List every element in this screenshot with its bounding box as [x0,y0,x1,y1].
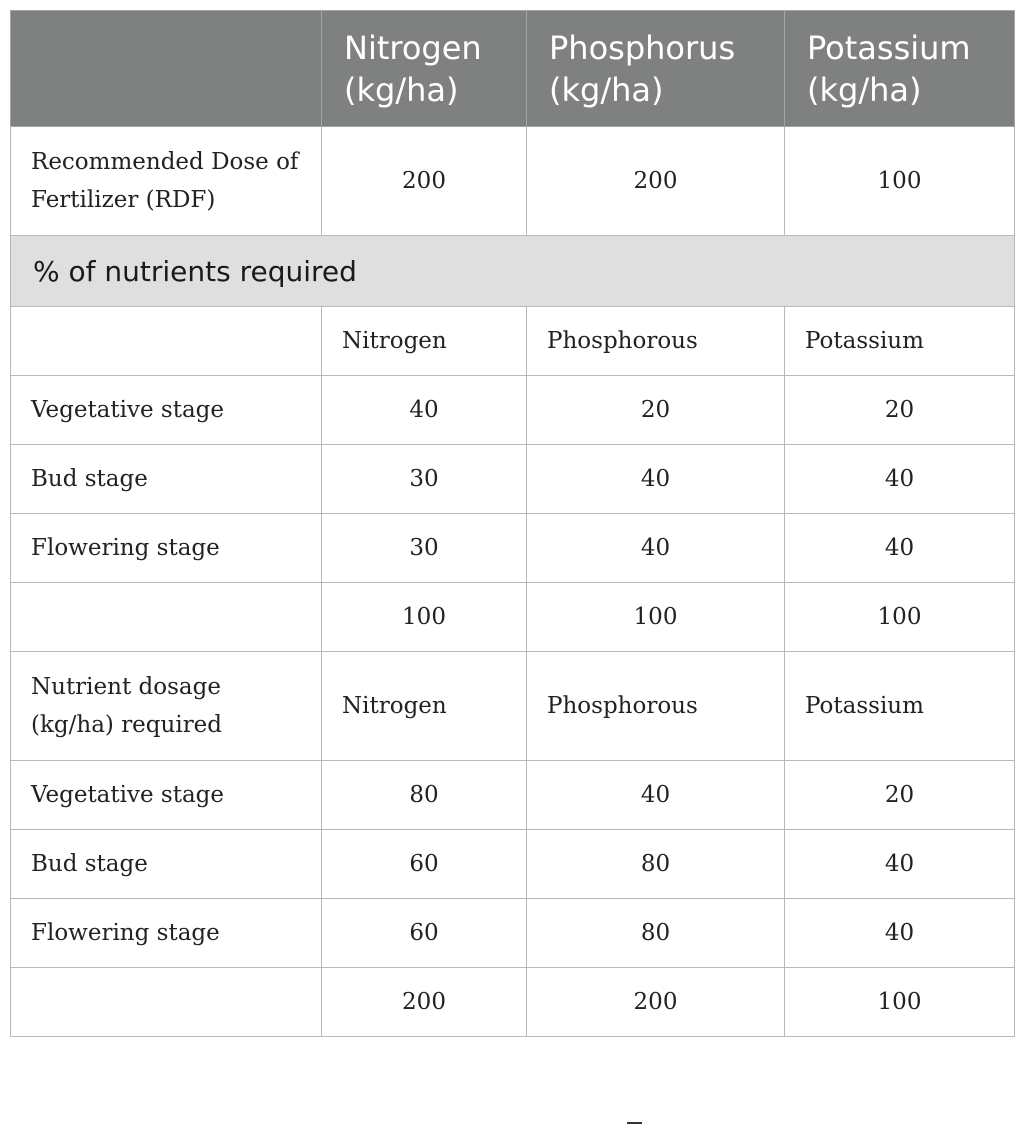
nutrient-table [10,10,1015,1037]
row-potassium: 40 [785,830,1015,899]
table-row [11,376,1015,445]
header-potassium: Potassium (kg/ha) [785,11,1015,127]
row-potassium: 40 [785,899,1015,968]
rdf-potassium: 100 [785,127,1015,236]
row-phosphorous: 200 [527,968,785,1037]
row-phosphorous: 40 [527,514,785,583]
total-row [11,968,1015,1037]
percent-subheader-potassium: Potassium [785,307,1015,376]
header-blank-cell [11,11,322,127]
table-row [11,445,1015,514]
row-potassium: 100 [785,968,1015,1037]
rdf-label: Recommended Dose of Fertilizer (RDF) [11,127,322,236]
row-label: Vegetative stage [11,761,322,830]
row-phosphorous: 40 [527,445,785,514]
row-label [11,583,322,652]
row-nitrogen: 80 [322,761,527,830]
row-potassium: 40 [785,514,1015,583]
row-nitrogen: 60 [322,899,527,968]
percent-subheader-nitrogen: Nitrogen [322,307,527,376]
row-phosphorous: 80 [527,830,785,899]
header-phosphorus: Phosphorus (kg/ha) [527,11,785,127]
dosage-subheader-label: Nutrient dosage (kg/ha) required [11,652,322,761]
dosage-subheader-row [11,652,1015,761]
row-label: Flowering stage [11,899,322,968]
row-label: Bud stage [11,830,322,899]
row-potassium: 40 [785,445,1015,514]
rdf-row [11,127,1015,236]
percent-subheader-label [11,307,322,376]
row-potassium: 20 [785,376,1015,445]
row-phosphorous: 40 [527,761,785,830]
dosage-subheader-phosphorous: Phosphorous [527,652,785,761]
rdf-phosphorus: 200 [527,127,785,236]
row-potassium: 20 [785,761,1015,830]
header-nitrogen: Nitrogen (kg/ha) [322,11,527,127]
table-row [11,761,1015,830]
percent-subheader-row [11,307,1015,376]
underscore-mark [627,1122,642,1124]
row-phosphorous: 20 [527,376,785,445]
row-potassium: 100 [785,583,1015,652]
row-nitrogen: 60 [322,830,527,899]
table-row [11,899,1015,968]
dosage-subheader-nitrogen: Nitrogen [322,652,527,761]
row-phosphorous: 80 [527,899,785,968]
row-label: Vegetative stage [11,376,322,445]
row-phosphorous: 100 [527,583,785,652]
row-nitrogen: 200 [322,968,527,1037]
row-nitrogen: 30 [322,514,527,583]
total-row [11,583,1015,652]
dosage-subheader-potassium: Potassium [785,652,1015,761]
table-row [11,830,1015,899]
section-title: % of nutrients required [11,236,1015,307]
row-nitrogen: 40 [322,376,527,445]
section-row [11,236,1015,307]
row-nitrogen: 30 [322,445,527,514]
table-header-row [11,11,1015,127]
table-row [11,514,1015,583]
row-label: Flowering stage [11,514,322,583]
percent-subheader-phosphorous: Phosphorous [527,307,785,376]
row-nitrogen: 100 [322,583,527,652]
row-label: Bud stage [11,445,322,514]
rdf-nitrogen: 200 [322,127,527,236]
row-label [11,968,322,1037]
